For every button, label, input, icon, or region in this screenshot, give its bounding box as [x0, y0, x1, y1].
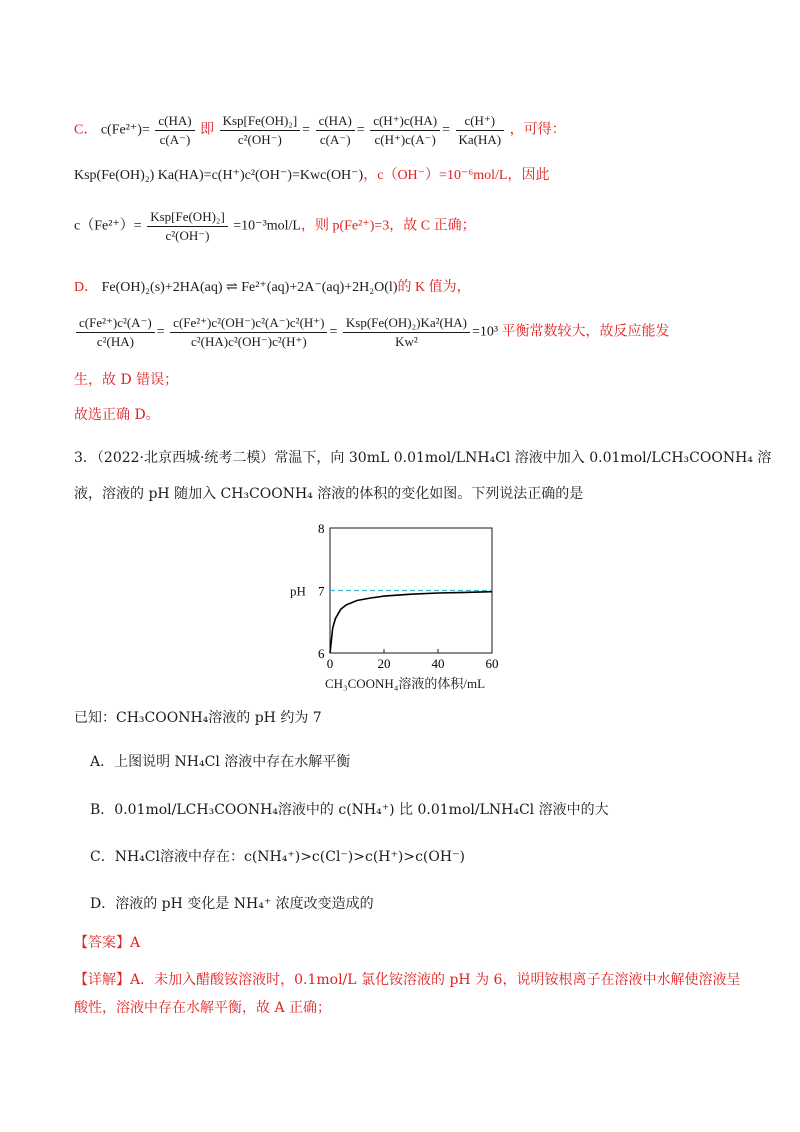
q3-stem-2: 液，溶液的 pH 随加入 CH₃COONH₄ 溶液的体积的变化如图。下列说法正确的是: [74, 486, 584, 502]
x-tick-label: 40: [431, 656, 445, 671]
y-tick-label: 6: [318, 646, 325, 661]
ph-curve: [330, 592, 492, 653]
q3-stem-1: 3．（2022·北京西城·统考二模）常温下，向 30mL 0.01mol/LNH₄Cl 溶液中加入 0.01mol/LCH₃COONH₄ 溶: [74, 450, 772, 466]
d-line-3: 生，故 D 错误；: [74, 372, 179, 388]
d-line-2: $\frac{\text{c(Fe²⁺)c²(A⁻)}}{\text{c²(HA)}}$ = $\frac{\text{c(Fe²⁺)c²(OH⁻)c²(A⁻)c²(H⁺)}}{\text{c²(HA)c²(OH⁻)c²(H⁺)}}$ = $\frac{\text{Ksp(Fe(OH)₂)Ka²(HA)}}{\text{Kw²}}$ =10³ 平衡常数较大，故反应能发: [74, 314, 670, 351]
c-frac-2: $\frac{\text{Ksp[Fe(OH)₂]}}{\text{c²(OH⁻)}}$: [220, 112, 301, 149]
c-eq-lhs: c(Fe²⁺)=: [100, 122, 150, 138]
ph-chart-svg: [280, 520, 510, 695]
c-label: C．: [74, 122, 98, 138]
d-frac-3: $\frac{\text{Ksp(Fe(OH)₂)Ka²(HA)}}{\text{Kw²}}$: [343, 314, 470, 351]
d-rhs: =10³: [471, 324, 499, 340]
d-line-1: [74, 278, 471, 298]
d-conclusion: 故选正确 D。: [74, 407, 160, 423]
option-c[interactable]: C．NH₄Cl溶液中存在：c(NH₄⁺)>c(Cl⁻)>c(H⁺)>c(OH⁻): [90, 849, 465, 865]
d-frac-2: $\frac{\text{c(Fe²⁺)c²(OH⁻)c²(A⁻)c²(H⁺)}}{\text{c²(HA)c²(OH⁻)c²(H⁺)}}$: [170, 314, 327, 351]
q3-known: 已知：CH₃COONH₄溶液的 pH 约为 7: [74, 710, 322, 726]
y-axis-label: pH: [290, 583, 306, 599]
d-frac-1: $\frac{\text{c(Fe²⁺)c²(A⁻)}}{\text{c²(HA)}}$: [76, 314, 155, 351]
c-line-2: [74, 166, 549, 186]
d-k-text: 的 K 值为，: [397, 280, 471, 295]
option-b[interactable]: B．0.01mol/LCH₃COONH₄溶液中的 c(NH₄⁺) 比 0.01mol/LNH₄Cl 溶液中的大: [90, 802, 609, 818]
detail-line-2: 酸性，溶液中存在水解平衡，故 A 正确；: [74, 1000, 332, 1016]
c-frac-5: $\frac{c(H^+)}{Ka(HA)}$: [456, 112, 505, 149]
detail-line-1: 【详解】A．未加入醋酸铵溶液时，0.1mol/L 氯化铵溶液的 pH 为 6，说明铵根离子在溶液中水解使溶液呈: [74, 972, 741, 988]
option-d[interactable]: D．溶液的 pH 变化是 NH₄⁺ 浓度改变造成的: [90, 896, 374, 912]
y-tick-label: 7: [318, 583, 325, 599]
c-line-1: C． c(Fe²⁺)= $\frac{c(HA)}{c(A^-)}$ 即 $\frac{\text{Ksp[Fe(OH)₂]}}{\text{c²(OH⁻)}}$ = $\frac{c(HA)}{c(A^-)}$ = $\frac{c(H^+)c(HA)}{c(H^+)c(A^-)}$ = $\frac{c(H^+)}{Ka(HA)}$ ，可得：: [74, 113, 566, 147]
c-line-3: [74, 208, 476, 245]
c-line3-lhs: c（Fe²⁺）=: [74, 218, 142, 234]
d-tail: 平衡常数较大，故反应能发: [501, 324, 670, 340]
x-tick-label: 60: [485, 656, 499, 671]
x-tick-label: 20: [377, 656, 391, 671]
c-line2-math: Ksp(Fe(OH)₂) Ka(HA)=c(H⁺)c²(OH⁻)=Kwc(OH⁻): [74, 168, 364, 183]
y-tick-label: 8: [318, 521, 325, 536]
c-frac-1: $\frac{c(HA)}{c(A^-)}$: [155, 112, 194, 149]
c-frac-3: $\frac{c(HA)}{c(A^-)}$: [316, 112, 355, 149]
ph-chart: [280, 520, 510, 695]
c-ji: 即: [200, 122, 215, 138]
answer: 【答案】A: [74, 935, 141, 951]
d-reaction: Fe(OH)₂(s)+2HA(aq) ⇌ Fe²⁺(aq)+2A⁻(aq)+2H₂O(l): [101, 280, 398, 295]
c-line3-rhs: =10⁻³mol/L: [233, 218, 301, 234]
c-frac-4: $\frac{c(H^+)c(HA)}{c(H^+)c(A^-)}$: [370, 112, 440, 149]
x-axis-label: CH₃COONH₄溶液的体积/mL: [325, 676, 486, 691]
option-a[interactable]: A．上图说明 NH₄Cl 溶液中存在水解平衡: [90, 754, 351, 770]
c-line3-red: ，则 p(Fe²⁺)=3，故 C 正确；: [300, 218, 476, 234]
c-line2-red: ，c（OH⁻）=10⁻⁶mol/L，因此: [363, 168, 550, 183]
c-line3-frac: $\frac{\text{Ksp[Fe(OH)₂]}}{\text{c²(OH⁻)}}$: [147, 208, 228, 245]
d-label: D．: [74, 280, 99, 295]
c-kede: ，可得：: [509, 122, 566, 138]
x-tick-label: 0: [326, 656, 334, 671]
